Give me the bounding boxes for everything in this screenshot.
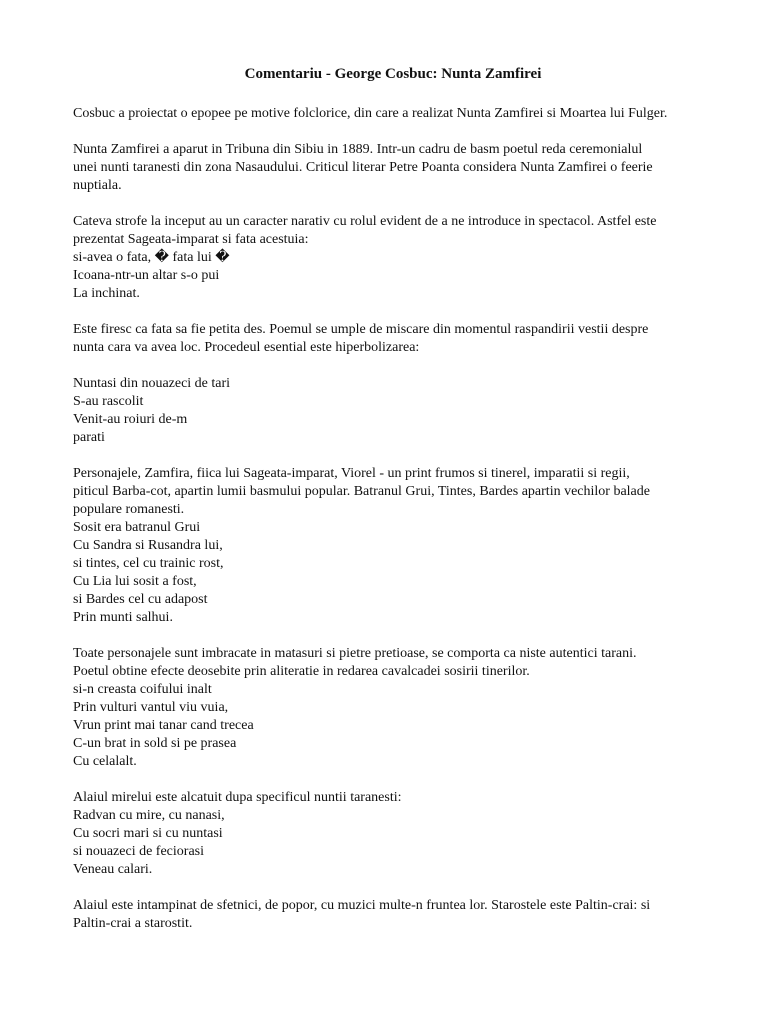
paragraph-7 (73, 789, 713, 879)
text-line: Alaiul este intampinat de sfetnici, de popor, cu muzici multe-n fruntea lor. Starostele este Paltin-crai: si (73, 898, 651, 913)
verse-line: Veneau calari. (73, 862, 153, 877)
text-line: Toate personajele sunt imbracate in matasuri si pietre pretioase, se comporta ca niste autentici tarani. (73, 646, 637, 661)
paragraph-5 (73, 465, 713, 627)
text-line: nunta cara va avea loc. Procedeul esential este hiperbolizarea: (73, 340, 420, 355)
paragraph-4 (73, 321, 713, 357)
verse-line: Prin vulturi vantul viu vuia, (73, 700, 229, 715)
text-line: Nunta Zamfirei a aparut in Tribuna din Sibiu in 1889. Intr-un cadru de basm poetul reda ceremonialul (73, 142, 643, 157)
verse-line: Vrun print mai tanar cand trecea (73, 718, 254, 733)
document-page (73, 64, 713, 951)
verse-line: Cu Lia lui sosit a fost, (73, 574, 197, 589)
paragraph-8 (73, 897, 713, 933)
verse-line: parati (73, 430, 105, 445)
text-line: piticul Barba-cot, apartin lumii basmului popular. Batranul Grui, Tintes, Bardes apartin vechilor balade (73, 484, 650, 499)
paragraph-2 (73, 141, 713, 195)
verse-line: Cu Sandra si Rusandra lui, (73, 538, 223, 553)
paragraph-6 (73, 645, 713, 771)
text-line: Cosbuc a proiectat o epopee pe motive folclorice, din care a realizat Nunta Zamfirei si Moartea lui Fulger. (73, 106, 668, 121)
verse-line: Radvan cu mire, cu nanasi, (73, 808, 225, 823)
text-line: Alaiul mirelui este alcatuit dupa specificul nuntii taranesti: (73, 790, 402, 805)
verse-line: si nouazeci de feciorasi (73, 844, 204, 859)
verse-line: Prin munti salhui. (73, 610, 173, 625)
paragraph-3 (73, 213, 713, 303)
document-title: Comentariu - George Cosbuc: Nunta Zamfirei (244, 66, 542, 82)
verse-line: S-au rascolit (73, 394, 144, 409)
text-line: unei nunti taranesti din zona Nasaudului. Criticul literar Petre Poanta considera Nunta Zamfirei o feerie (73, 160, 653, 175)
paragraph-1 (73, 105, 713, 123)
verse-line: si-n creasta coifului inalt (73, 682, 212, 697)
text-line: Poetul obtine efecte deosebite prin aliteratie in redarea cavalcadei sosirii tinerilor. (73, 664, 530, 679)
text-line: populare romanesti. (73, 502, 185, 517)
verse-line: Venit-au roiuri de-m (73, 412, 188, 427)
text-line: Cateva strofe la inceput au un caracter narativ cu rolul evident de a ne introduce in spectacol. Astfel este (73, 214, 657, 229)
text-line: Este firesc ca fata sa fie petita des. Poemul se umple de miscare din momentul raspandirii vestii despre (73, 322, 649, 337)
text-line: Paltin-crai a starostit. (73, 916, 193, 931)
text-line: prezentat Sageata-imparat si fata acestuia: (73, 232, 309, 247)
verse-line: si Bardes cel cu adapost (73, 592, 208, 607)
verse-line: C-un brat in sold si pe prasea (73, 736, 237, 751)
verse-line: si tintes, cel cu trainic rost, (73, 556, 224, 571)
verse-line: Cu celalalt. (73, 754, 137, 769)
verse-line: La inchinat. (73, 286, 140, 301)
verse-line: Cu socri mari si cu nuntasi (73, 826, 223, 841)
verse-line: Nuntasi din nouazeci de tari (73, 376, 231, 391)
verse-line: Icoana-ntr-un altar s-o pui (73, 268, 220, 283)
text-line: Personajele, Zamfira, fiica lui Sageata-imparat, Viorel - un print frumos si tinerel, imparatii si regii, (73, 466, 630, 481)
verse-line: si-avea o fata, � fata lui � (73, 250, 230, 265)
verse-line: Sosit era batranul Grui (73, 520, 201, 535)
verse-block-1 (73, 375, 713, 447)
text-line: nuptiala. (73, 178, 122, 193)
